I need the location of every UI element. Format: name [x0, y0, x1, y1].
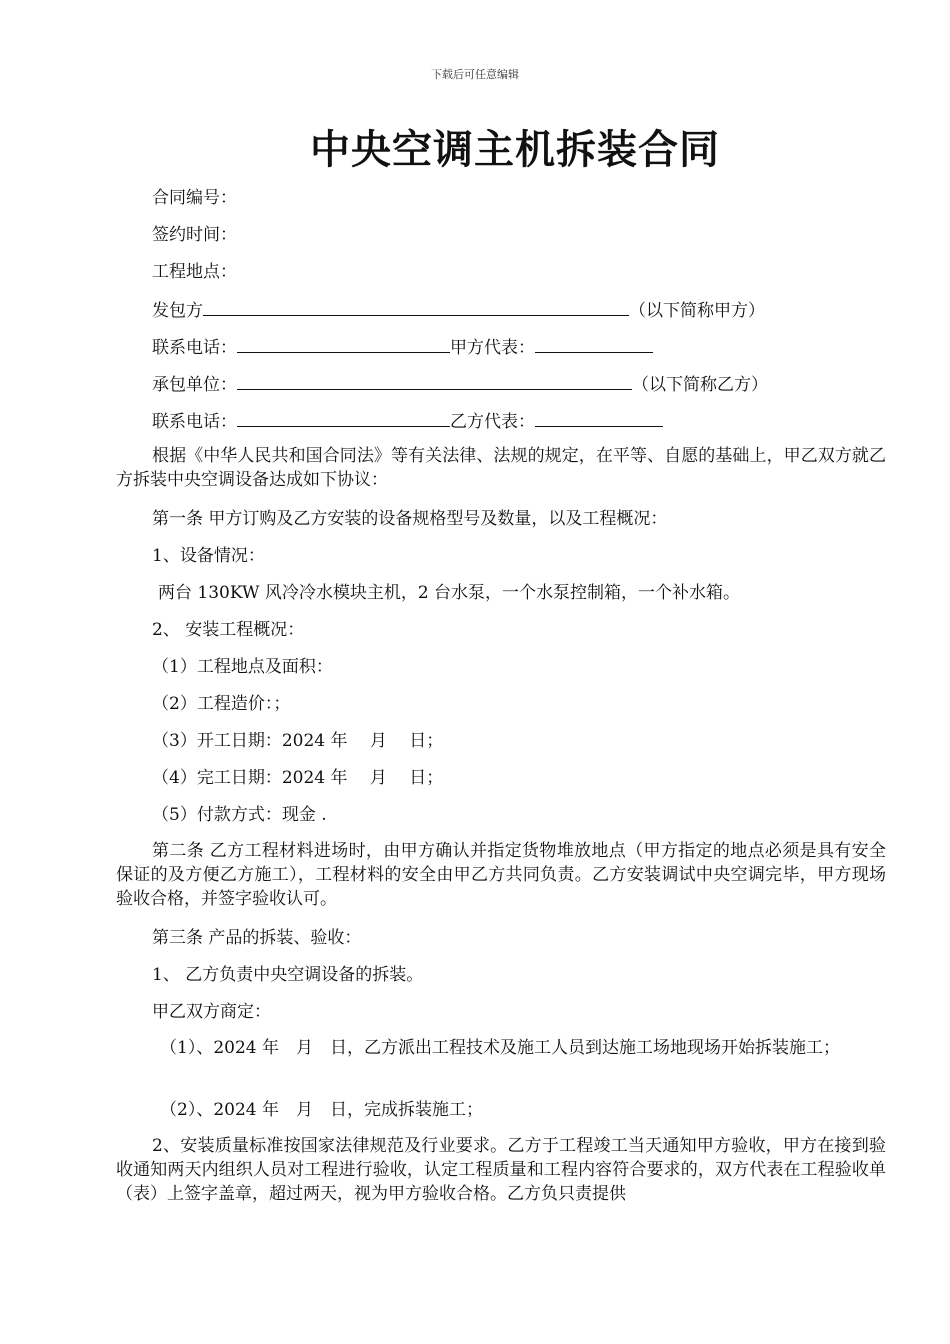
- phone-a-field: [152, 334, 653, 360]
- document-title: 中央空调主机拆装合同: [310, 126, 720, 173]
- party-b-blank: [237, 371, 632, 390]
- rep-a-label: 甲方代表：: [450, 338, 535, 358]
- party-a-label: 发包方: [152, 301, 203, 321]
- article-1: 第一条 甲方订购及乙方安装的设备规格型号及数量，以及工程概况：: [152, 509, 668, 529]
- article-3-item-2: 2、安装质量标准按国家法律规范及行业要求。乙方于工程竣工当天通知甲方验收，甲方在接到验收通知两天内组织人员对工程进行验收，认定工程质量和工程内容符合要求的，双方代表在工程验收单（表）上签字盖章，超过两天，视为甲方验收合格。乙方负只责提供: [116, 1136, 886, 1204]
- party-b-suffix: （以下简称乙方）: [632, 375, 768, 395]
- project-site-label: 工程地点：: [152, 262, 237, 282]
- contract-number-label: 合同编号：: [152, 188, 237, 208]
- contract-number-field: [152, 186, 237, 210]
- item-2: 2、 安装工程概况：: [152, 620, 305, 640]
- rep-a-blank: [535, 334, 653, 353]
- sign-time-field: [152, 223, 237, 247]
- item-1: 1、设备情况：: [152, 546, 265, 566]
- agreement-heading: 甲乙双方商定：: [152, 1002, 271, 1022]
- sub-item-2: （2）工程造价：；: [152, 694, 291, 714]
- article-2: 第二条 乙方工程材料进场时，由甲方确认并指定货物堆放地点（甲方指定的地点必须是具有安全保证的及方便乙方施工），工程材料的安全由甲乙方共同负责。乙方安装调试中央空调完毕，甲方现场验收合格，并签字验收认可。: [116, 841, 886, 909]
- phone-a-label: 联系电话：: [152, 338, 237, 358]
- agreement-item-2: （2）、2024 年 月 日，完成拆装施工；: [160, 1100, 483, 1120]
- rep-b-label: 乙方代表：: [450, 412, 535, 432]
- phone-a-blank: [237, 334, 450, 353]
- party-b-field: [152, 371, 768, 397]
- sign-time-label: 签约时间：: [152, 225, 237, 245]
- phone-b-blank: [237, 408, 450, 427]
- sub-item-1: （1）工程地点及面积：: [152, 657, 333, 677]
- party-a-suffix: （以下简称甲方）: [629, 301, 765, 321]
- sub-item-4: （4）完工日期：2024 年 月 日；: [152, 768, 444, 788]
- sub-item-3: （3）开工日期：2024 年 月 日；: [152, 731, 444, 751]
- agreement-item-1: （1）、2024 年 月 日，乙方派出工程技术及施工人员到达施工场地现场开始拆装施工；: [160, 1038, 840, 1058]
- phone-b-field: [152, 408, 663, 434]
- party-b-label: 承包单位：: [152, 375, 237, 395]
- phone-b-label: 联系电话：: [152, 412, 237, 432]
- article-3-item-1: 1、 乙方负责中央空调设备的拆装。: [152, 965, 424, 985]
- header-note: 下载后可任意编辑: [431, 68, 519, 81]
- intro-paragraph: 根据《中华人民共和国合同法》等有关法律、法规的规定，在平等、自愿的基础上，甲乙双方就乙方拆装中央空调设备达成如下协议：: [116, 446, 886, 490]
- party-a-blank: [203, 297, 629, 316]
- sub-item-5: （5）付款方式：现金 .: [152, 805, 327, 825]
- rep-b-blank: [535, 408, 663, 427]
- project-site-field: [152, 260, 237, 284]
- party-a-field: [152, 297, 765, 323]
- equipment-line: 两台 130KW 风冷冷水模块主机，2 台水泵，一个水泵控制箱，一个补水箱。: [158, 583, 741, 603]
- article-3: 第三条 产品的拆装、验收：: [152, 928, 362, 948]
